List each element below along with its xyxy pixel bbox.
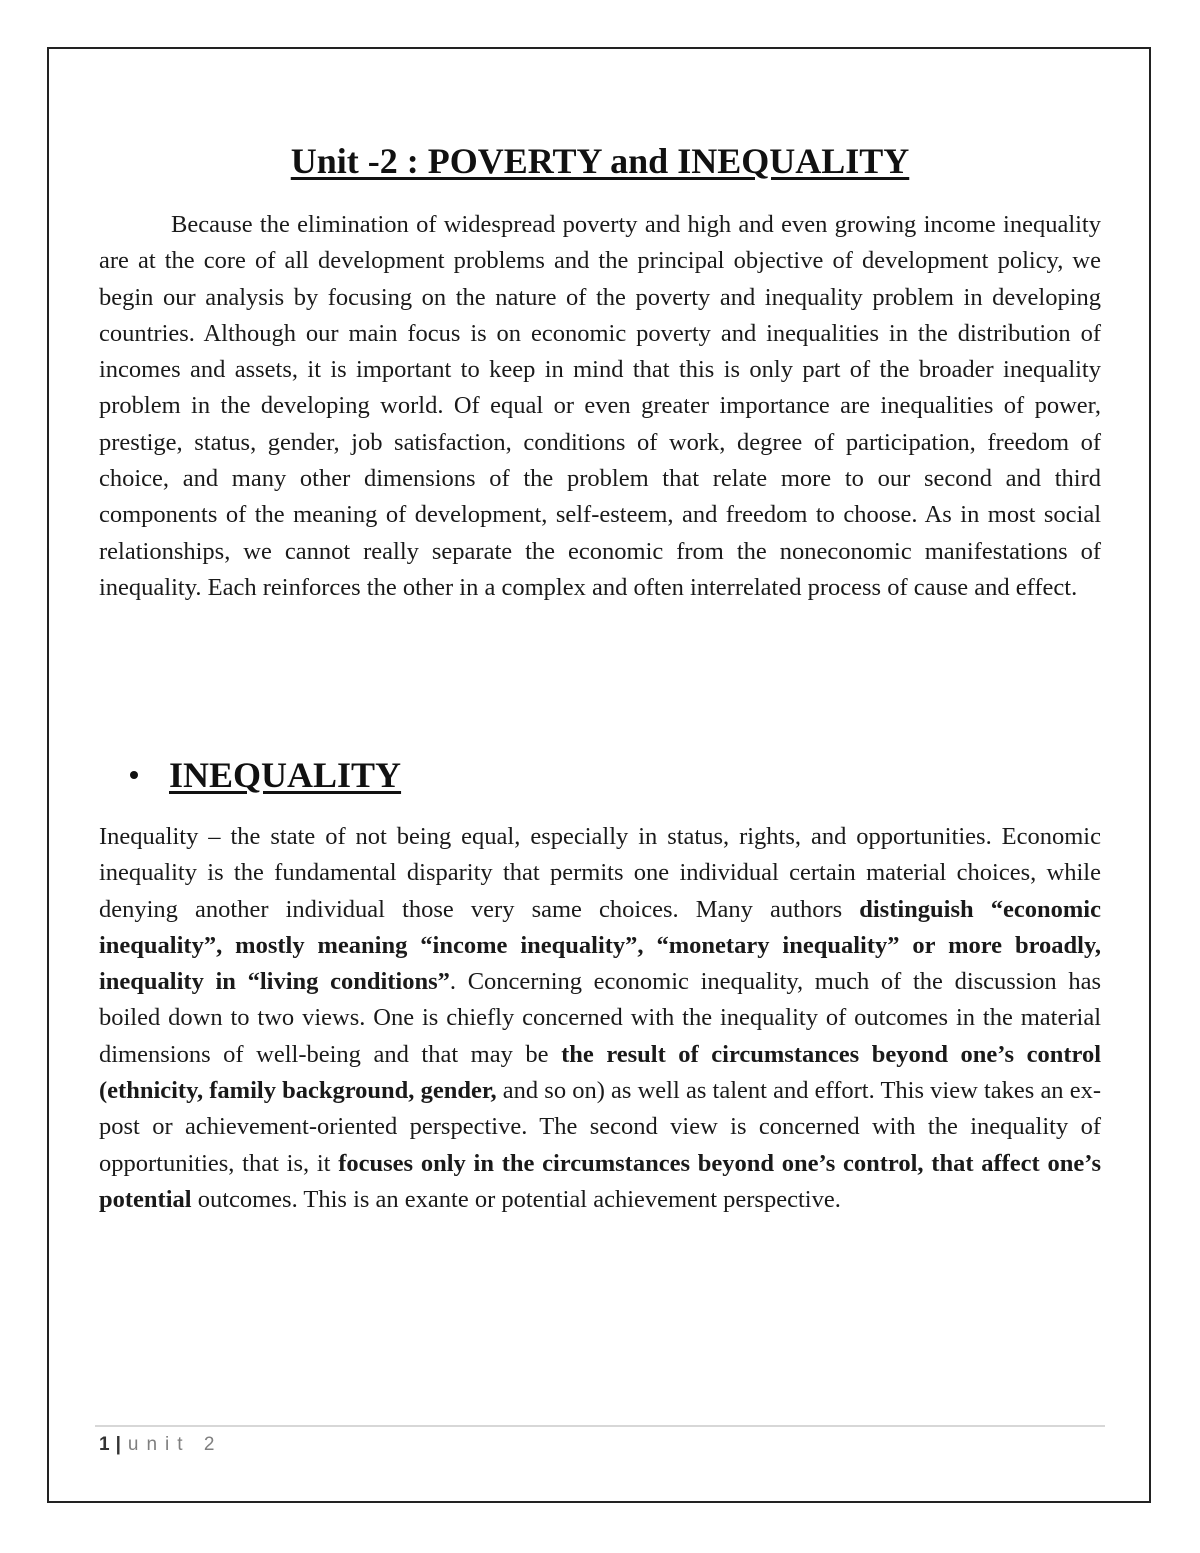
- intro-paragraph: Because the elimination of widespread poverty and high and even growing income inequality are at the core of all development problems and the principal objective of development policy, we begin our analysis by focusing on the nature of the poverty and inequality problem in developing countries. Although our main focus is on economic poverty and inequalities in the distribution of incomes and assets, it is important to keep in mind that this is only part of the broader inequality problem in the developing world. Of equal or even greater importance are inequalities of power, prestige, status, gender, job satisfaction, conditions of work, degree of participation, freedom of choice, and many other dimensions of the problem that relate more to our second and third components of the meaning of development, self-esteem, and freedom to choose. As in most social relationships, we cannot really separate the economic from the noneconomic manifestations of inequality. Each reinforces the other in a complex and often interrelated process of cause and effect.: [99, 211, 1101, 601]
- footer-label: unit 2: [127, 1434, 223, 1455]
- footer-separator: |: [115, 1434, 121, 1455]
- inequality-text-part-6: focuses only in the circumstances beyond one’s control, that affect one’s potential: [99, 1149, 1101, 1213]
- inequality-text-part-1: Inequality – the state of not being equal, especially in status, rights, and opportunities. Economic inequality is the fundamental disparity that permits one individual certain material choices, while denying another individual those very same choices. Many authors: [99, 823, 1101, 923]
- inequality-paragraph: [99, 819, 1101, 1218]
- inequality-text-part-5: and so on) as well as talent and effort. This view takes an ex-post or achievement-oriented perspective. The second view is concerned with the inequality of opportunities, that is, it: [99, 1077, 1102, 1177]
- inequality-text-part-7: outcomes. This is an exante or potential achievement perspective.: [191, 1185, 841, 1213]
- footer-divider: [95, 1425, 1105, 1427]
- page-title: Unit -2 : POVERTY and INEQUALITY: [290, 141, 910, 181]
- page-footer: [99, 1434, 222, 1456]
- section-heading-text: INEQUALITY: [169, 755, 402, 795]
- bullet-icon: [130, 771, 138, 779]
- page-number: 1: [99, 1434, 110, 1455]
- inequality-text-part-3: . Concerning economic inequality, much of the discussion has boiled down to two views. One is chiefly concerned with the inequality of outcomes in the material dimensions of well-being and that may be: [99, 968, 1102, 1068]
- inequality-text-part-2: distinguish “economic inequality”, mostly meaning “income inequality”, “monetary inequality” or more broadly, inequality in “living conditions”: [99, 895, 1101, 996]
- inequality-text-part-4: the result of circumstances beyond one’s control (ethnicity, family background, gender,: [99, 1040, 1101, 1105]
- section-heading: [130, 754, 401, 796]
